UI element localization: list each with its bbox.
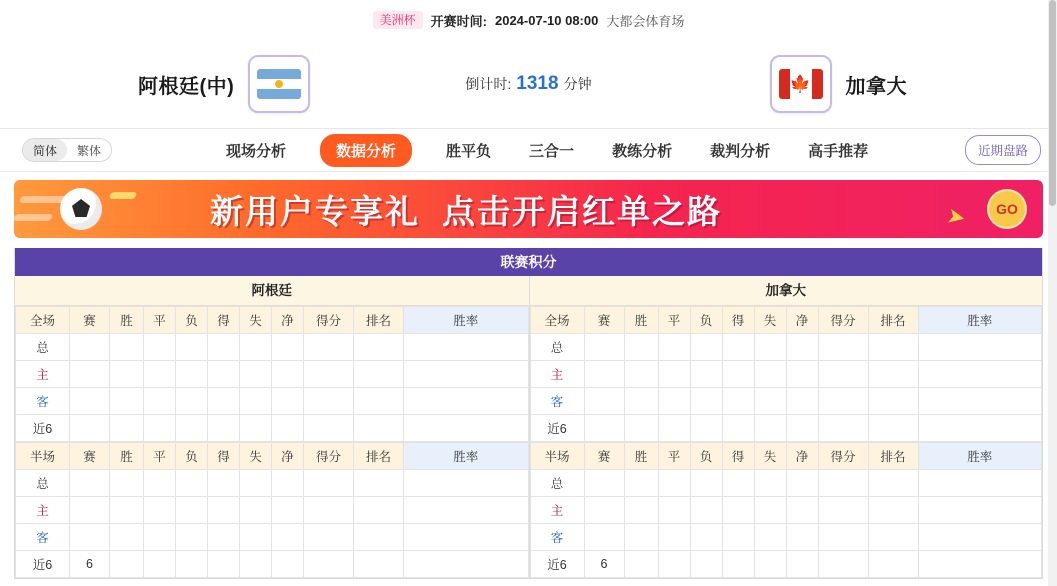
cell: [658, 470, 690, 497]
cell: [404, 334, 529, 361]
cell: [868, 470, 918, 497]
table-row: [16, 524, 529, 551]
col-points: 得分: [818, 307, 868, 334]
cell: [304, 524, 354, 551]
cell: [304, 388, 354, 415]
banner-go-button[interactable]: GO: [987, 189, 1027, 229]
cell: [240, 415, 272, 442]
cell: [354, 497, 404, 524]
cell: [584, 470, 624, 497]
cell: [786, 334, 818, 361]
col-goal-diff: 净: [786, 443, 818, 470]
scrollbar-thumb[interactable]: [1049, 0, 1056, 206]
cell: [70, 497, 110, 524]
cell: [818, 361, 868, 388]
cell: [110, 388, 144, 415]
cell: [208, 470, 240, 497]
banner-arrow-icon: ➤: [944, 202, 968, 231]
away-standings: [529, 276, 1043, 578]
cell: [404, 470, 529, 497]
cell: [690, 415, 722, 442]
table-row: [530, 497, 1042, 524]
cell: [144, 388, 176, 415]
cell: [722, 415, 754, 442]
cell: [208, 415, 240, 442]
cell: [918, 361, 1042, 388]
col-draw: 平: [658, 307, 690, 334]
cell: [754, 361, 786, 388]
banner-text: [210, 186, 722, 233]
col-goals-for: 得: [208, 443, 240, 470]
cell: [272, 524, 304, 551]
cell: [690, 524, 722, 551]
cell: [404, 415, 529, 442]
cell: [658, 497, 690, 524]
cell: [404, 497, 529, 524]
cell: [918, 334, 1042, 361]
cell: [354, 334, 404, 361]
match-info-bar: [0, 0, 1057, 40]
col-goals-for: 得: [722, 307, 754, 334]
banner-text-right: 点击开启红单之路: [442, 192, 722, 230]
table-row: [530, 415, 1042, 442]
cell: [240, 524, 272, 551]
cell: [658, 334, 690, 361]
cell: [304, 551, 354, 578]
cell: [868, 524, 918, 551]
cell: [658, 415, 690, 442]
cell: [690, 497, 722, 524]
col-draw: 平: [144, 443, 176, 470]
table-header-row: [16, 307, 529, 334]
table-row: [530, 551, 1042, 578]
cell: [272, 388, 304, 415]
cell: [144, 497, 176, 524]
cell: [70, 524, 110, 551]
col-lose: 负: [690, 307, 722, 334]
cell: [110, 415, 144, 442]
cell: [304, 470, 354, 497]
cell: [658, 551, 690, 578]
cell: [754, 334, 786, 361]
col-points: 得分: [304, 307, 354, 334]
col-goals-against: 失: [754, 443, 786, 470]
tab-win-draw-lose[interactable]: 胜平负: [446, 142, 492, 160]
col-full: 全场: [16, 307, 70, 334]
tab-live-analysis[interactable]: 现场分析: [226, 142, 287, 160]
col-full: 全场: [530, 307, 584, 334]
away-team-flag-box: [770, 55, 832, 113]
table-row: [16, 415, 529, 442]
row-label-total: 总: [530, 470, 584, 497]
col-lose: 负: [690, 443, 722, 470]
cell: [918, 415, 1042, 442]
cell: [818, 334, 868, 361]
tab-expert-picks[interactable]: 高手推荐: [808, 142, 869, 160]
cell: [658, 388, 690, 415]
tab-referee-analysis[interactable]: 裁判分析: [710, 142, 771, 160]
cell: [176, 551, 208, 578]
cell: [584, 524, 624, 551]
col-draw: 平: [658, 443, 690, 470]
cell: [868, 551, 918, 578]
cell: [110, 470, 144, 497]
cell: [240, 551, 272, 578]
cell: [818, 415, 868, 442]
home-team-name: 阿根廷(中): [138, 75, 235, 98]
nav-items: [222, 134, 872, 167]
page-scrollbar[interactable]: [1048, 0, 1057, 586]
cell: [144, 361, 176, 388]
row-label-away: 客: [16, 524, 70, 551]
kickoff-time: 2024-07-10 08:00: [494, 12, 599, 28]
table-header-row: [530, 443, 1042, 470]
col-goals-against: 失: [240, 443, 272, 470]
cell: [354, 361, 404, 388]
cell: [918, 470, 1042, 497]
cell: [110, 334, 144, 361]
cell: [868, 334, 918, 361]
cell: [176, 524, 208, 551]
away-fulltime-table: [530, 306, 1043, 442]
cell: [110, 497, 144, 524]
col-win-rate: 胜率: [404, 307, 529, 334]
league-standings-panel: [14, 248, 1043, 579]
col-played: 赛: [584, 443, 624, 470]
standings-split: [15, 276, 1042, 578]
cell: [70, 415, 110, 442]
row-label-last6: 近6: [530, 551, 584, 578]
cell: [354, 551, 404, 578]
cell: [208, 497, 240, 524]
col-points: 得分: [818, 443, 868, 470]
cell: [176, 415, 208, 442]
promo-banner[interactable]: [14, 180, 1043, 238]
cell: [240, 361, 272, 388]
cell: [690, 334, 722, 361]
countdown-unit: 分钟: [563, 76, 592, 92]
banner-streak-icon: [14, 214, 53, 221]
cell: [818, 470, 868, 497]
row-label-total: 总: [16, 470, 70, 497]
cell: [624, 361, 658, 388]
cell: [786, 361, 818, 388]
cell: [208, 551, 240, 578]
cell: [722, 470, 754, 497]
cell: [144, 551, 176, 578]
row-label-home: 主: [16, 361, 70, 388]
cell: [754, 388, 786, 415]
cell: [786, 497, 818, 524]
cell: [70, 361, 110, 388]
table-row: [16, 551, 529, 578]
cell: [754, 551, 786, 578]
cell: [208, 388, 240, 415]
cell: [404, 551, 529, 578]
cell: [144, 524, 176, 551]
col-points: 得分: [304, 443, 354, 470]
cell: [918, 551, 1042, 578]
table-row: [16, 388, 529, 415]
banner-spark-icon: [109, 192, 138, 199]
col-rank: 排名: [868, 307, 918, 334]
cell: [818, 388, 868, 415]
cell: [404, 524, 529, 551]
cell: [176, 497, 208, 524]
tab-three-in-one[interactable]: 三合一: [529, 142, 575, 160]
cell: [144, 470, 176, 497]
table-row: [530, 361, 1042, 388]
football-icon: [60, 188, 102, 230]
col-goals-against: 失: [754, 307, 786, 334]
cell: [690, 361, 722, 388]
cell: [240, 470, 272, 497]
table-row: [530, 524, 1042, 551]
col-goal-diff: 净: [272, 443, 304, 470]
cell: [272, 470, 304, 497]
cell: [754, 497, 786, 524]
row-label-last6: 近6: [530, 415, 584, 442]
cell: [354, 524, 404, 551]
cell: [918, 524, 1042, 551]
cell: [868, 388, 918, 415]
cell: [918, 497, 1042, 524]
cell: [272, 415, 304, 442]
cell: [722, 361, 754, 388]
countdown-label: 倒计时:: [465, 76, 512, 92]
col-played: 赛: [70, 443, 110, 470]
banner-text-left: 新用户专享礼: [210, 192, 420, 230]
lang-simplified-button[interactable]: 简体: [23, 139, 67, 161]
cell: [584, 361, 624, 388]
cell: [176, 470, 208, 497]
col-goals-for: 得: [208, 307, 240, 334]
cell: [176, 361, 208, 388]
cell: [918, 388, 1042, 415]
table-header-row: [530, 307, 1042, 334]
col-goal-diff: 净: [272, 307, 304, 334]
cell: [624, 497, 658, 524]
cell: [110, 361, 144, 388]
canada-flag-icon: 🍁: [779, 69, 823, 99]
cell: [176, 388, 208, 415]
countdown-value: 1318: [516, 73, 559, 94]
cell: [818, 551, 868, 578]
away-standings-team-name: 加拿大: [530, 276, 1043, 306]
cell: [624, 470, 658, 497]
cell: [624, 388, 658, 415]
tab-data-analysis[interactable]: 数据分析: [320, 134, 412, 167]
col-half: 半场: [530, 443, 584, 470]
cell: [110, 524, 144, 551]
cell: [176, 334, 208, 361]
cell: [272, 361, 304, 388]
cell: [818, 497, 868, 524]
cell: [584, 334, 624, 361]
col-goal-diff: 净: [786, 307, 818, 334]
cell: [786, 524, 818, 551]
cell: [624, 551, 658, 578]
cell: [690, 388, 722, 415]
cell: [754, 415, 786, 442]
col-rank: 排名: [354, 443, 404, 470]
kickoff-label: 开赛时间:: [430, 13, 487, 29]
cell: [272, 497, 304, 524]
col-played: 赛: [584, 307, 624, 334]
col-played: 赛: [70, 307, 110, 334]
row-label-away: 客: [530, 388, 584, 415]
cell: [404, 388, 529, 415]
row-label-away: 客: [16, 388, 70, 415]
table-row: [16, 361, 529, 388]
col-rank: 排名: [354, 307, 404, 334]
cell: [754, 524, 786, 551]
col-win-rate: 胜率: [404, 443, 529, 470]
col-win: 胜: [624, 443, 658, 470]
row-label-home: 主: [530, 361, 584, 388]
home-fulltime-table: [15, 306, 529, 442]
away-team[interactable]: [770, 55, 908, 113]
row-label-away: 客: [530, 524, 584, 551]
cell: [144, 334, 176, 361]
cell: [70, 388, 110, 415]
cell: [786, 388, 818, 415]
col-half: 半场: [16, 443, 70, 470]
col-lose: 负: [176, 307, 208, 334]
table-row: [16, 334, 529, 361]
col-win: 胜: [110, 307, 144, 334]
cell: [304, 497, 354, 524]
home-standings-team-name: 阿根廷: [15, 276, 529, 306]
row-label-total: 总: [530, 334, 584, 361]
tab-coach-analysis[interactable]: 教练分析: [612, 142, 673, 160]
cell: [304, 334, 354, 361]
cell: [868, 415, 918, 442]
cell: [786, 415, 818, 442]
cell: [658, 361, 690, 388]
table-row: [530, 334, 1042, 361]
col-draw: 平: [144, 307, 176, 334]
cell: [722, 497, 754, 524]
row-label-total: 总: [16, 334, 70, 361]
language-toggle[interactable]: [22, 138, 112, 162]
col-win-rate: 胜率: [918, 443, 1042, 470]
col-win-rate: 胜率: [918, 307, 1042, 334]
cell: [240, 334, 272, 361]
cell: 6: [584, 551, 624, 578]
home-halftime-table: [15, 442, 529, 578]
col-lose: 负: [176, 443, 208, 470]
col-win: 胜: [110, 443, 144, 470]
cell: [786, 551, 818, 578]
cell: [624, 524, 658, 551]
cell: [208, 334, 240, 361]
row-label-last6: 近6: [16, 415, 70, 442]
cell: [786, 470, 818, 497]
cell: [818, 524, 868, 551]
home-standings: [15, 276, 529, 578]
cell: [304, 361, 354, 388]
col-rank: 排名: [868, 443, 918, 470]
col-win: 胜: [624, 307, 658, 334]
table-row: [16, 497, 529, 524]
away-halftime-table: [530, 442, 1043, 578]
table-header-row: [16, 443, 529, 470]
competition-tag: 美洲杯: [373, 11, 423, 29]
cell: [354, 388, 404, 415]
main-nav: [0, 128, 1057, 172]
cell: [404, 361, 529, 388]
cell: [868, 497, 918, 524]
cell: [690, 551, 722, 578]
cell: [584, 388, 624, 415]
cell: [208, 361, 240, 388]
venue-name: 大都会体育场: [606, 13, 685, 29]
cell: [754, 470, 786, 497]
cell: [584, 415, 624, 442]
cell: [868, 361, 918, 388]
row-label-home: 主: [530, 497, 584, 524]
cell: [624, 334, 658, 361]
cell: [584, 497, 624, 524]
cell: [722, 524, 754, 551]
cell: [70, 470, 110, 497]
cell: 6: [70, 551, 110, 578]
cell: [690, 470, 722, 497]
cell: [658, 524, 690, 551]
col-goals-for: 得: [722, 443, 754, 470]
cell: [240, 497, 272, 524]
recent-odds-button[interactable]: 近期盘路: [965, 135, 1041, 165]
panel-title: 联赛积分: [15, 248, 1042, 276]
cell: [144, 415, 176, 442]
cell: [722, 334, 754, 361]
row-label-last6: 近6: [16, 551, 70, 578]
cell: [354, 470, 404, 497]
teams-header: [0, 40, 1057, 128]
cell: [70, 334, 110, 361]
cell: [354, 415, 404, 442]
table-row: [16, 470, 529, 497]
cell: [722, 388, 754, 415]
cell: [272, 551, 304, 578]
cell: [624, 415, 658, 442]
cell: [304, 415, 354, 442]
away-team-name: 加拿大: [845, 75, 907, 98]
table-row: [530, 470, 1042, 497]
col-goals-against: 失: [240, 307, 272, 334]
cell: [272, 334, 304, 361]
row-label-home: 主: [16, 497, 70, 524]
lang-traditional-button[interactable]: 繁体: [77, 143, 102, 158]
table-row: [530, 388, 1042, 415]
cell: [240, 388, 272, 415]
cell: [208, 524, 240, 551]
cell: [722, 551, 754, 578]
cell: [110, 551, 144, 578]
